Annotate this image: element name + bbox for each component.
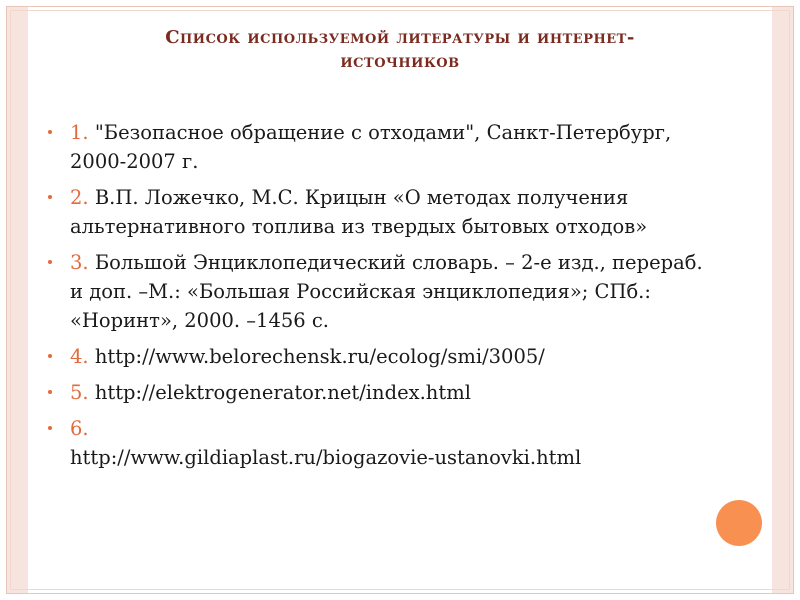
reference-number: 4. [70, 345, 89, 368]
reference-link[interactable]: http://www.gildiaplast.ru/biogazovie-ustanovki.html [70, 446, 582, 469]
slide-title-line-1: Список используемой литературы и интернет- [165, 27, 635, 48]
reference-link[interactable]: http://www.belorechensk.ru/ecolog/smi/3005/ [94, 345, 545, 368]
reference-list [48, 118, 708, 479]
reference-item-3 [48, 248, 708, 335]
reference-item-2 [48, 183, 708, 241]
reference-number: 2. [70, 186, 89, 209]
slide-title-line-2: источников [340, 51, 460, 72]
reference-item-4 [48, 342, 708, 371]
reference-text: В.П. Ложечко, М.С. Крицын «О методах получения альтернативного топлива из твердых бытовых отходов» [70, 186, 648, 238]
bullet-dot-icon [48, 130, 52, 134]
bullet-dot-icon [48, 390, 52, 394]
bullet-dot-icon [48, 260, 52, 264]
bullet-dot-icon [48, 426, 52, 430]
reference-number: 6. [70, 417, 89, 440]
reference-item-6 [48, 414, 708, 472]
reference-text: "Безопасное обращение с отходами", Санкт-Петербург, 2000-2007 г. [70, 121, 672, 173]
decorative-circle-icon [716, 500, 762, 546]
reference-number: 1. [70, 121, 89, 144]
reference-item-5 [48, 378, 708, 407]
bullet-dot-icon [48, 195, 52, 199]
reference-item-1 [48, 118, 708, 176]
bullet-dot-icon [48, 354, 52, 358]
reference-number: 3. [70, 251, 89, 274]
reference-text: Большой Энциклопедический словарь. – 2-е изд., перераб. и доп. –М.: «Большая Российская энциклопедия»; СПб.: «Норинт», 2000. –1456 с. [70, 251, 703, 332]
reference-number: 5. [70, 381, 89, 404]
slide-title [40, 26, 760, 74]
reference-link[interactable]: http://elektrogenerator.net/index.html [94, 381, 471, 404]
